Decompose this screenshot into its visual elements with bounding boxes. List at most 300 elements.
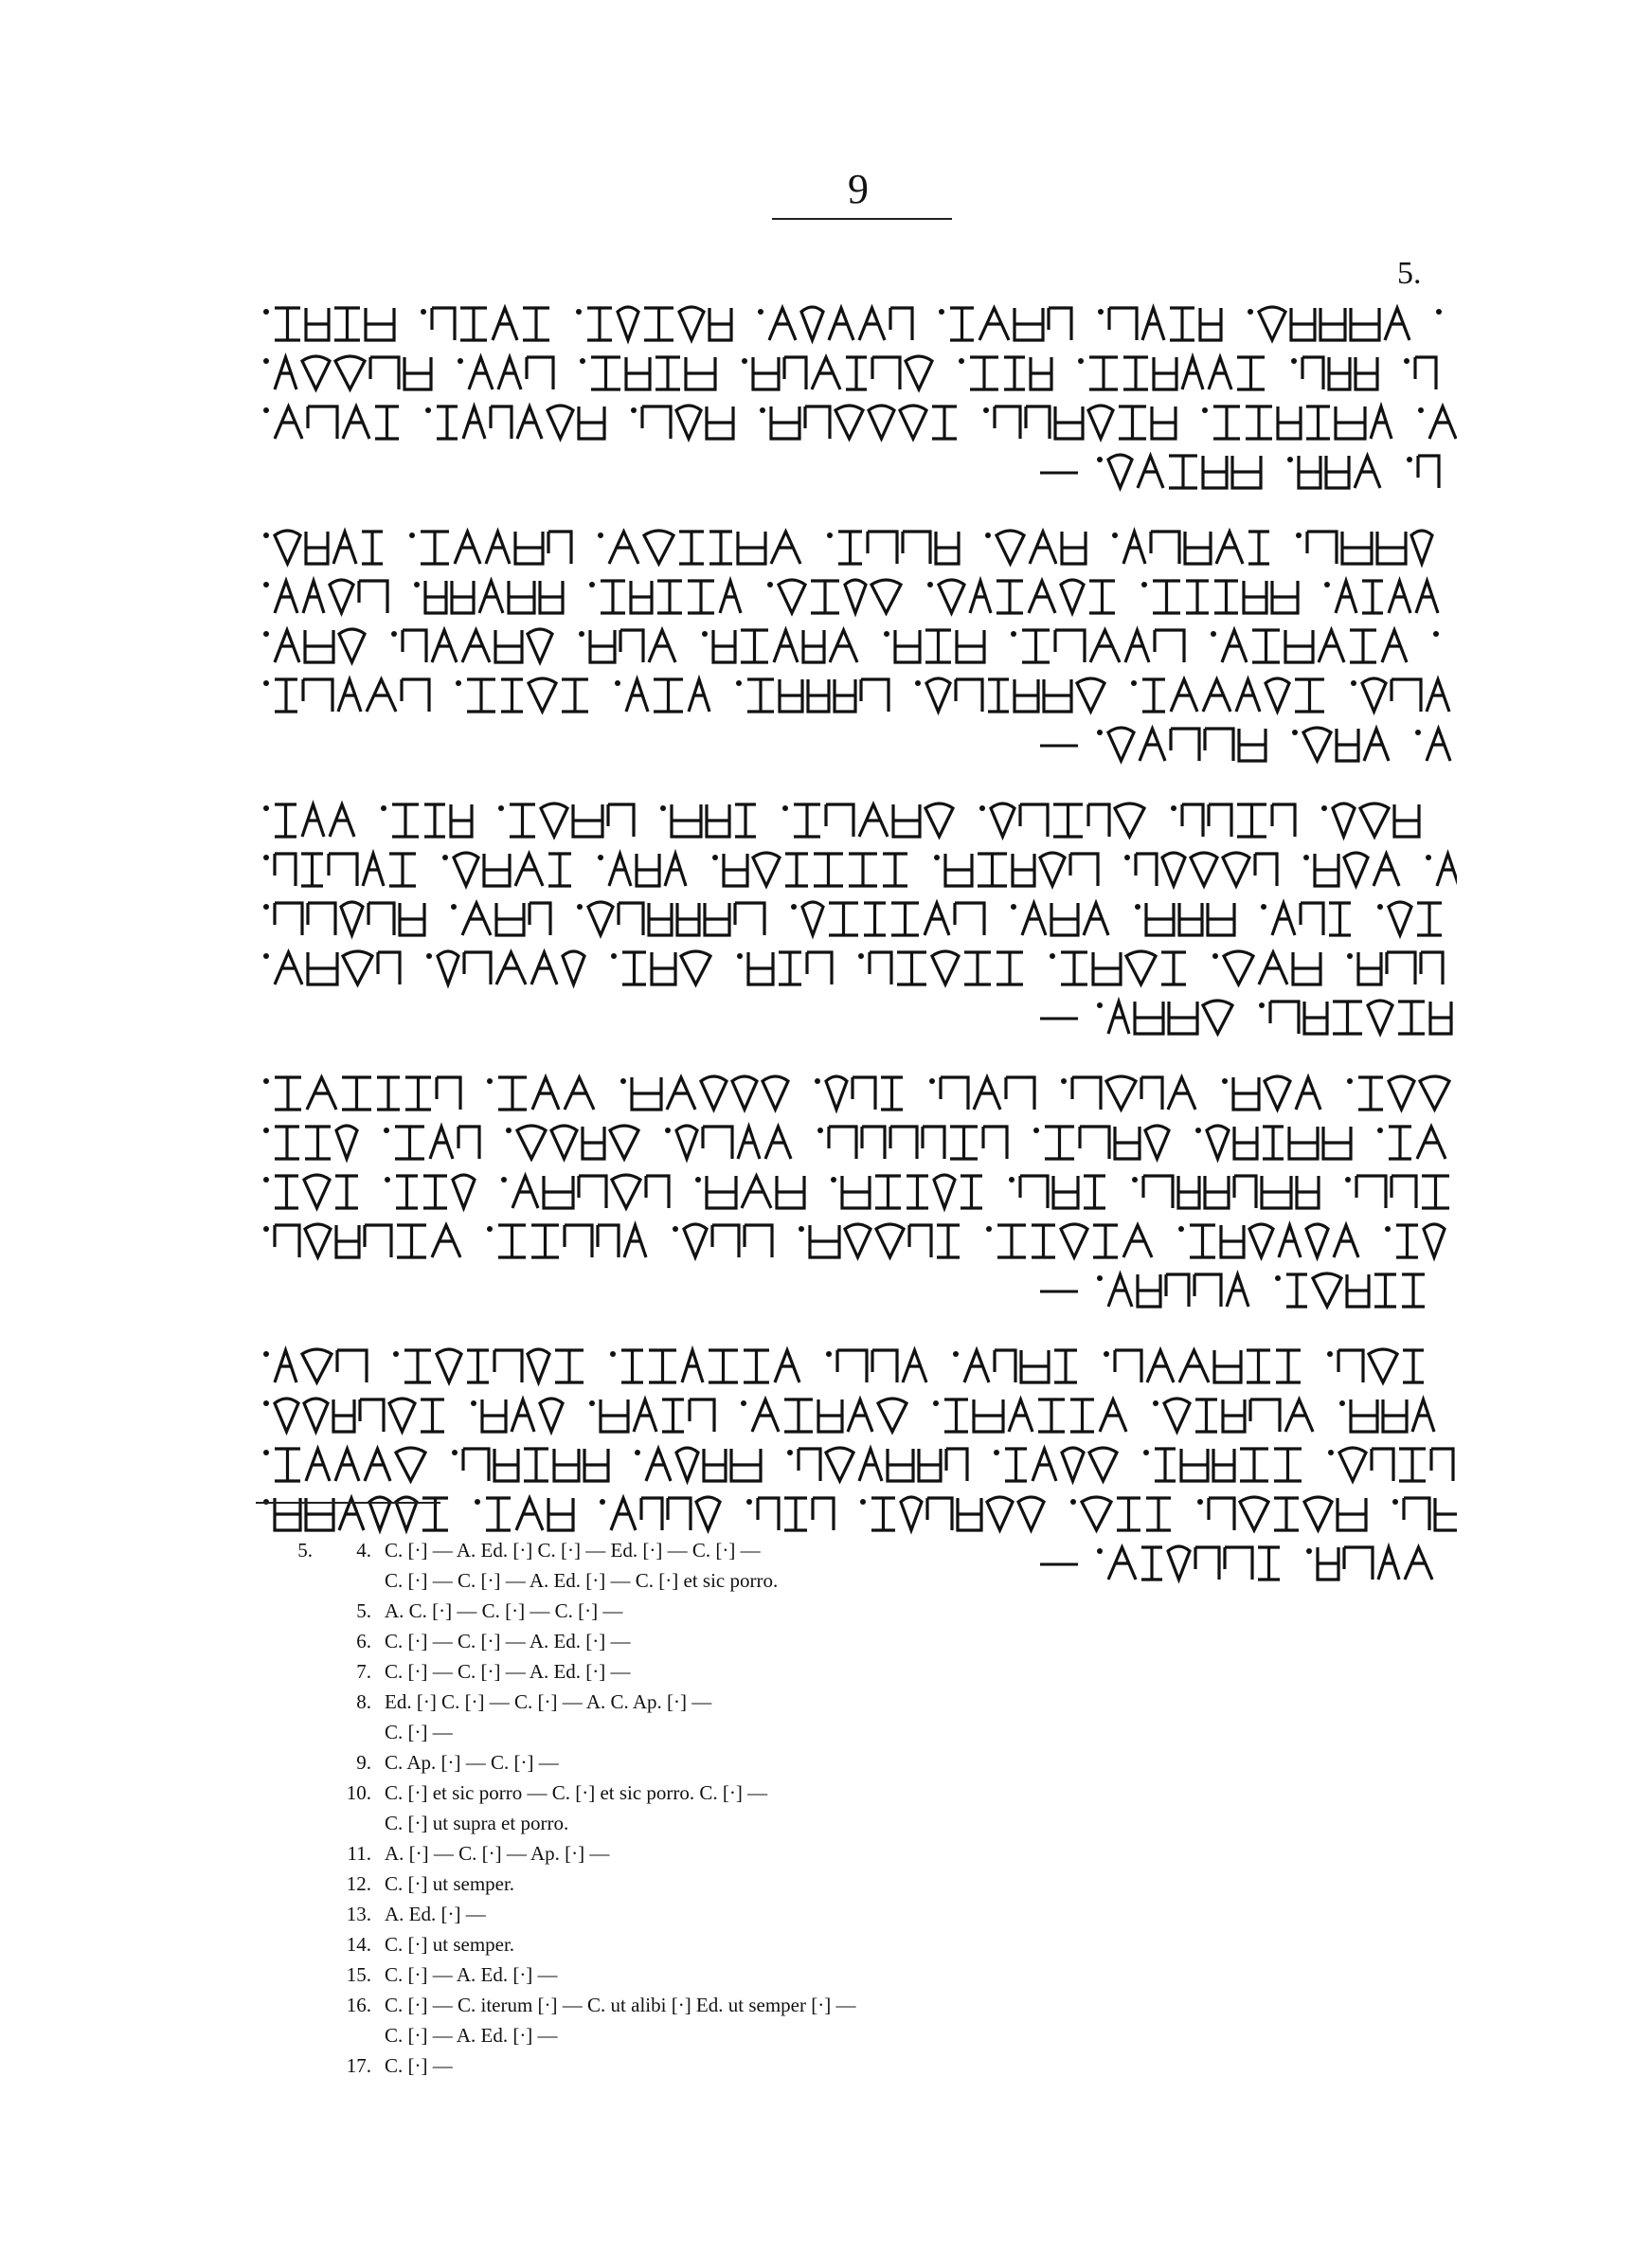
script-glyph-mark (1372, 1449, 1393, 1481)
script-glyph-mark (835, 406, 863, 439)
script-glyph-mark (1374, 854, 1399, 886)
script-glyph-mark (901, 1497, 922, 1530)
script-glyph-mark (846, 357, 867, 389)
script-glyph-mark (598, 1225, 619, 1257)
script-glyph-mark (758, 1498, 779, 1530)
script-glyph-mark (1108, 1002, 1129, 1034)
word-divider-mark (1377, 1128, 1383, 1133)
script-glyph-mark (404, 357, 431, 389)
footnote-number: 9. (356, 1751, 371, 1774)
script-glyph-mark (530, 903, 550, 935)
script-glyph-mark (811, 581, 839, 613)
script-glyph-mark (950, 1127, 978, 1159)
script-glyph-mark (735, 903, 764, 935)
word-divider-mark (577, 904, 583, 910)
script-glyph-mark (1053, 1176, 1078, 1208)
word-divider-mark (959, 358, 964, 364)
script-glyph-mark (1240, 1449, 1268, 1481)
script-glyph-mark (1205, 1176, 1229, 1208)
word-divider-mark (263, 953, 269, 959)
script-glyph-mark (548, 854, 571, 886)
footnote-row (265, 1687, 1459, 1717)
script-glyph-mark (859, 1449, 882, 1481)
script-glyph-mark (1224, 951, 1253, 984)
script-glyph-mark (1334, 1225, 1358, 1257)
script-glyph-mark (961, 1176, 982, 1208)
script-glyph-mark (1119, 406, 1146, 439)
word-divider-mark (426, 953, 432, 959)
script-glyphs (263, 1439, 1457, 1489)
script-glyph-mark (458, 1127, 479, 1159)
footnote-row (265, 1990, 1459, 2020)
word-divider-mark (393, 1351, 399, 1357)
script-glyphs (263, 298, 1457, 348)
script-glyph-mark (601, 581, 625, 613)
script-glyph-mark (893, 804, 920, 837)
script-glyph-mark (813, 1498, 834, 1530)
script-glyph-mark (1061, 952, 1087, 984)
script-glyph-mark (774, 630, 798, 662)
script-glyph-mark (997, 952, 1023, 984)
script-glyph-mark (1270, 1002, 1299, 1034)
script-glyph-mark (308, 952, 337, 984)
script-glyph-mark (1246, 406, 1272, 439)
word-divider-mark (858, 953, 864, 959)
word-divider-mark (580, 358, 585, 364)
script-glyph-mark (1333, 1002, 1362, 1034)
script-glyph-mark (1109, 308, 1137, 340)
script-glyph-mark (1337, 729, 1358, 761)
script-glyph-mark (829, 1127, 856, 1159)
footnote-row (265, 2050, 1459, 2081)
script-line (263, 1489, 1457, 1538)
script-glyph-mark (934, 1175, 955, 1208)
word-divider-mark (1132, 1177, 1138, 1183)
script-glyph-mark (876, 1224, 904, 1257)
script-glyph-mark (302, 804, 324, 837)
word-divider-mark (712, 855, 718, 860)
script-glyph-mark (330, 580, 353, 613)
script-glyph-mark (950, 308, 974, 340)
script-glyphs (263, 348, 1457, 397)
script-glyph-mark (835, 679, 855, 712)
script-glyph-mark (964, 952, 991, 984)
script-glyph-mark (845, 1224, 871, 1257)
script-glyph-mark (1207, 1126, 1229, 1159)
word-divider-mark (665, 1128, 671, 1133)
script-glyph-mark (1135, 1002, 1163, 1034)
word-divider-mark (817, 1128, 823, 1133)
script-glyph-mark (1214, 1350, 1241, 1382)
script-glyph-mark (275, 406, 302, 439)
script-glyph-mark (1272, 804, 1295, 837)
script-glyph-mark (753, 357, 779, 389)
script-glyph-mark (1138, 456, 1163, 488)
script-glyph-mark (995, 406, 1020, 439)
script-glyph-mark (677, 903, 699, 935)
script-glyph-mark (1070, 854, 1098, 886)
script-glyph-mark (1106, 1076, 1136, 1110)
script-glyph-mark (360, 1399, 384, 1432)
word-divider-mark (1011, 631, 1016, 637)
script-glyph-mark (275, 679, 297, 712)
script-glyph-mark (501, 679, 523, 712)
footnote-text: Ed. [·] C. [·] — C. [·] — A. C. Ap. [·] — (385, 1690, 712, 1713)
script-glyph-mark (1168, 1077, 1195, 1110)
footnote-number: 6. (356, 1630, 371, 1652)
word-divider-mark (1097, 457, 1103, 462)
script-glyph-mark (925, 630, 951, 662)
word-divider-mark (263, 680, 269, 686)
script-line (263, 1390, 1457, 1439)
script-glyph-mark (495, 630, 522, 662)
word-divider-mark (589, 1400, 595, 1406)
word-divider-mark (425, 407, 431, 413)
script-glyph-mark (1417, 1127, 1446, 1159)
footnote-number: 10. (346, 1781, 371, 1804)
script-glyph-mark (1055, 406, 1083, 439)
script-glyph-mark (579, 1176, 606, 1208)
script-glyphs (263, 719, 1457, 768)
script-glyph-mark (779, 580, 805, 613)
footnote-row (265, 1929, 1459, 1959)
word-divider-mark (263, 855, 269, 860)
script-glyph-mark (872, 1350, 897, 1382)
word-divider-mark (1327, 1351, 1333, 1357)
script-glyph-mark (939, 580, 964, 613)
word-divider-mark (1098, 309, 1104, 315)
script-glyph-mark (807, 952, 832, 984)
script-glyph-mark (1297, 1176, 1319, 1208)
script-glyph-mark (275, 1350, 296, 1382)
word-divider-mark (1009, 1177, 1015, 1183)
footnote-number: 5. (356, 1599, 371, 1622)
word-divider-mark (1097, 1002, 1103, 1008)
word-divider-mark (263, 1177, 269, 1183)
script-glyph-mark (1237, 357, 1265, 389)
word-divider-mark (1061, 1078, 1067, 1084)
script-glyph-mark (1181, 1449, 1208, 1481)
script-line (263, 1216, 1457, 1265)
script-glyph-mark (735, 804, 756, 837)
script-glyph-mark (732, 1076, 757, 1110)
word-divider-mark (1202, 407, 1208, 413)
script-glyph-mark (676, 406, 701, 439)
script-glyph-mark (1089, 581, 1115, 613)
script-glyph-mark (1383, 1399, 1407, 1432)
footnote-text: C. [·] — (385, 1721, 453, 1743)
script-glyph-mark (803, 630, 824, 662)
script-glyph-mark (1154, 357, 1176, 389)
word-divider-mark (695, 1177, 701, 1183)
script-glyph-mark (1296, 1077, 1320, 1110)
word-divider-mark (589, 582, 595, 587)
word-divider-mark (263, 1351, 269, 1357)
script-glyph-mark (333, 532, 356, 564)
script-glyph-mark (1082, 1497, 1111, 1530)
word-divider-mark (579, 631, 584, 637)
script-glyph-mark (1263, 1127, 1284, 1159)
script-glyph-mark (438, 951, 458, 984)
script-glyph-mark (341, 902, 363, 935)
script-glyph-mark (432, 308, 455, 340)
script-glyph-mark (665, 854, 686, 886)
script-glyph-mark (970, 357, 998, 389)
script-glyph-mark (454, 853, 478, 886)
script-line (263, 894, 1457, 943)
script-glyph-mark (1170, 308, 1194, 340)
script-glyph-mark (1286, 1274, 1307, 1307)
script-glyph-mark (1208, 903, 1234, 935)
script-glyph-mark (1249, 1224, 1273, 1257)
word-divider-mark (1292, 730, 1298, 735)
script-glyph-mark (1038, 1399, 1065, 1432)
script-glyph-mark (679, 532, 704, 564)
script-glyph-mark (583, 1127, 604, 1159)
script-glyph-mark (1084, 1176, 1105, 1208)
word-divider-mark (1143, 1450, 1149, 1455)
script-glyph-mark (649, 630, 675, 662)
script-glyph-mark (496, 903, 524, 935)
script-glyph-mark (688, 581, 714, 613)
word-divider-mark (1178, 1226, 1184, 1232)
word-divider-mark (620, 1078, 626, 1084)
script-glyph-mark (1404, 1498, 1429, 1530)
footnote-row (265, 1778, 1459, 1808)
paragraph-gap (263, 1314, 1457, 1341)
script-glyph-mark (555, 1350, 584, 1382)
word-divider-mark (475, 1499, 480, 1505)
script-line (263, 298, 1457, 348)
script-glyph-mark (1389, 581, 1410, 613)
word-divider-mark (598, 533, 603, 538)
word-divider-mark (1407, 457, 1412, 462)
script-glyph-mark (1435, 1498, 1457, 1530)
word-divider-mark (1436, 309, 1442, 315)
word-divider-mark (263, 1226, 269, 1232)
script-glyph-mark (1171, 729, 1199, 761)
script-glyph-mark (634, 1399, 656, 1432)
script-glyph-mark (826, 1448, 853, 1481)
script-glyph-mark (932, 951, 959, 984)
script-glyph-mark (1232, 456, 1261, 488)
word-divider-mark (451, 904, 457, 910)
script-glyph-mark (1089, 357, 1118, 389)
word-divider-mark (741, 1400, 746, 1406)
script-glyph-mark (814, 854, 843, 886)
script-glyph-mark (1301, 903, 1323, 935)
word-divider-mark (456, 680, 461, 686)
script-glyph-mark (1213, 406, 1240, 439)
script-glyph-mark (1162, 853, 1185, 886)
script-glyph-mark (1420, 1076, 1449, 1110)
script-glyph-mark (610, 1126, 638, 1159)
word-divider-mark (915, 680, 921, 686)
script-glyph-mark (1247, 1350, 1270, 1382)
script-glyph-mark (1031, 357, 1051, 389)
script-glyph-mark (392, 804, 419, 837)
script-glyph-mark (1240, 1497, 1268, 1530)
script-glyph-mark (668, 1498, 691, 1530)
word-divider-mark (1339, 1400, 1345, 1406)
script-glyph-mark (275, 308, 300, 340)
word-divider-mark (884, 631, 889, 637)
word-divider-mark (827, 533, 833, 538)
script-glyph-mark (619, 903, 643, 935)
script-glyph-mark (1055, 630, 1085, 662)
script-glyph-mark (1336, 581, 1356, 613)
script-line (263, 1117, 1457, 1166)
script-glyph-mark (1319, 630, 1344, 662)
script-glyph-mark (709, 532, 732, 564)
script-glyph-mark (305, 630, 333, 662)
script-glyph-mark (516, 1498, 543, 1530)
script-glyph-mark (624, 1225, 646, 1257)
word-divider-mark (1212, 953, 1218, 959)
footnote-number: 7. (356, 1660, 371, 1683)
script-glyph-mark (1412, 1399, 1434, 1432)
word-divider-mark (615, 680, 620, 686)
word-divider-mark (1321, 805, 1327, 811)
script-glyph-mark (304, 1399, 328, 1432)
script-glyph-mark (753, 853, 780, 886)
script-glyphs (263, 1117, 1457, 1166)
script-glyph-mark (686, 357, 715, 389)
script-glyph-mark (731, 1449, 761, 1481)
script-glyph-mark (424, 804, 445, 837)
script-glyph-mark (810, 1225, 839, 1257)
script-glyphs (263, 571, 1457, 621)
script-glyph-mark (498, 1077, 527, 1110)
script-glyph-mark (1427, 729, 1450, 761)
word-divider-mark (506, 1128, 512, 1133)
script-glyph-mark (1278, 406, 1301, 439)
footnote-section-number: 5. (297, 1539, 313, 1562)
word-divider-mark (442, 855, 448, 860)
script-glyph-mark (895, 630, 920, 662)
script-glyph-mark (654, 679, 683, 712)
script-glyph-mark (906, 356, 932, 389)
script-glyphs (263, 992, 1457, 1041)
word-divider-mark (1112, 533, 1118, 538)
script-glyph-mark (544, 1176, 573, 1208)
script-glyph-mark (275, 1176, 298, 1208)
script-glyph-mark (958, 1498, 981, 1530)
script-glyph-mark (1203, 679, 1230, 712)
word-divider-mark (263, 631, 269, 637)
script-glyph-mark (1138, 1274, 1160, 1307)
word-divider-mark (1404, 358, 1410, 364)
script-glyph-mark (1200, 308, 1221, 340)
page-number: 9 (848, 166, 869, 212)
script-glyph-mark (1009, 1399, 1032, 1432)
script-glyph-mark (745, 1225, 772, 1257)
script-glyph-mark (878, 1399, 907, 1432)
script-glyph-mark (709, 1350, 738, 1382)
word-divider-mark (1222, 1078, 1228, 1084)
footnote-text: C. Ap. [·] — C. [·] — (385, 1751, 559, 1774)
word-divider-mark (384, 1128, 389, 1133)
script-glyph-mark (1233, 1077, 1259, 1110)
script-glyph-mark (849, 854, 877, 886)
script-glyph-mark (494, 1350, 522, 1382)
script-glyph-mark (1108, 728, 1134, 761)
script-glyph-mark (1306, 406, 1330, 439)
script-glyph-mark (308, 903, 335, 935)
footnote-row (265, 1565, 1459, 1596)
script-glyph-mark (1108, 455, 1132, 488)
word-divider-mark (1033, 1128, 1039, 1133)
script-glyph-mark (1040, 853, 1065, 886)
script-glyph-mark (1389, 902, 1411, 935)
script-glyph-mark (712, 1225, 739, 1257)
word-divider-mark (1248, 309, 1253, 315)
script-glyph-mark (523, 308, 549, 340)
script-glyph-mark (463, 406, 485, 439)
script-glyph-mark (510, 804, 535, 837)
script-glyph-mark (1123, 532, 1145, 564)
word-divider-mark (381, 805, 386, 811)
word-divider-mark (635, 1450, 640, 1455)
script-glyph-mark (378, 952, 400, 984)
script-glyph-mark (701, 1076, 727, 1110)
script-glyph-mark (622, 952, 646, 984)
script-glyph-mark (1358, 1077, 1383, 1110)
script-glyph-mark (275, 1127, 299, 1159)
script-glyph-mark (642, 406, 671, 439)
paragraph-gap (263, 768, 1457, 795)
script-glyph-mark (609, 854, 631, 886)
script-glyph-mark (573, 804, 602, 837)
script-glyph-mark (1431, 1449, 1453, 1481)
script-glyph-mark (868, 532, 897, 564)
word-divider-mark (791, 904, 797, 910)
script-glyph-mark (365, 1225, 391, 1257)
word-divider-mark (1070, 1499, 1076, 1505)
footnote-text: A. [·] — C. [·] — Ap. [·] — (385, 1842, 610, 1865)
script-glyph-mark (1427, 679, 1449, 712)
script-glyph-mark (1155, 1449, 1176, 1481)
script-glyph-mark (1179, 1350, 1209, 1382)
script-glyph-mark (368, 903, 394, 935)
script-glyph-mark (1307, 532, 1337, 564)
paragraph-gap (263, 1041, 1457, 1068)
script-glyph-mark (1262, 1176, 1291, 1208)
word-divider-mark (421, 309, 426, 315)
script-glyph-mark (881, 1077, 903, 1110)
word-divider-mark (826, 1351, 832, 1357)
word-divider-mark (1345, 1177, 1351, 1183)
script-glyph-mark (1303, 728, 1331, 761)
footnote-text: C. [·] — C. iterum [·] — C. ut alibi [·] Ed. ut semper [·] — (385, 1994, 856, 2016)
script-glyph-mark (541, 803, 567, 837)
script-glyph-mark (464, 952, 491, 984)
script-glyph-mark (1169, 1002, 1197, 1034)
script-glyph-mark (864, 903, 886, 935)
script-glyph-mark (1304, 1497, 1332, 1530)
script-glyph-mark (498, 1225, 526, 1257)
script-glyph-mark (1392, 679, 1421, 712)
word-divider-mark (1211, 631, 1216, 637)
script-glyph-mark (306, 532, 328, 564)
script-glyph-mark (1123, 357, 1148, 389)
script-glyph-mark (515, 532, 543, 564)
script-line (263, 522, 1457, 571)
script-glyph-mark (1356, 357, 1377, 389)
script-glyph-mark (370, 357, 399, 389)
script-line (263, 1068, 1457, 1117)
script-glyph-mark (529, 678, 556, 712)
